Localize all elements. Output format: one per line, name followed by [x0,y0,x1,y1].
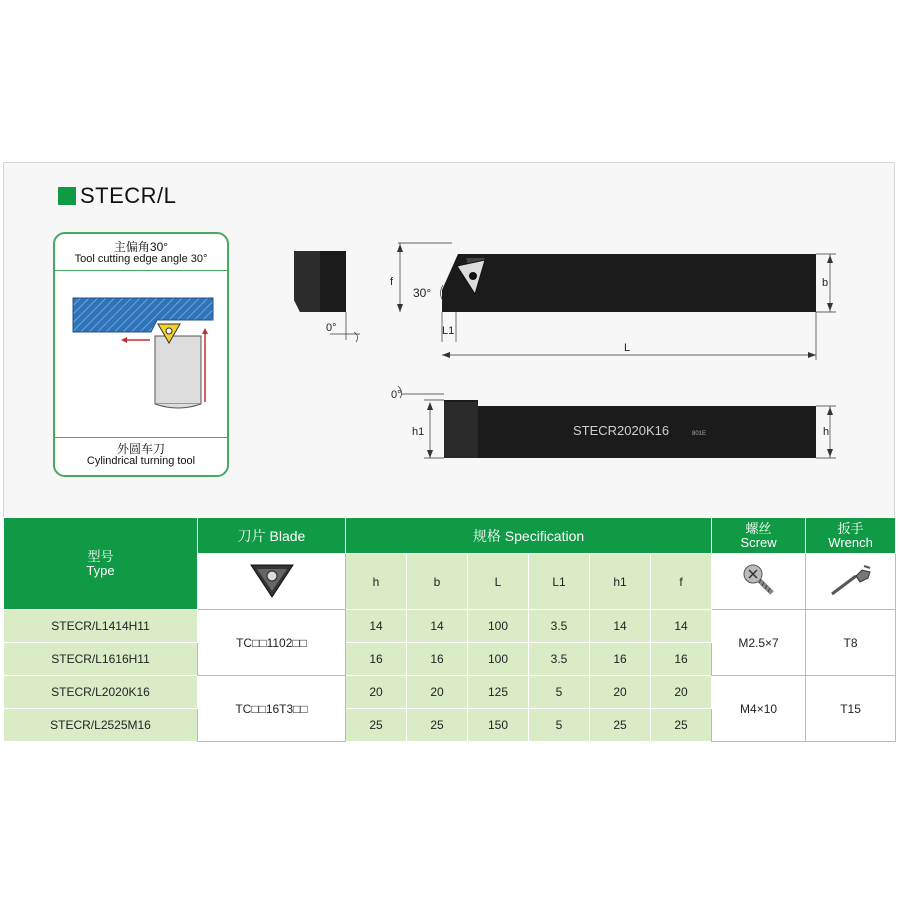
angle-0-top: 0° [326,322,337,334]
row1-b: 14 [407,610,468,643]
row4-h: 25 [346,709,407,742]
row1-L1: 3.5 [529,610,590,643]
row3-f: 20 [651,676,712,709]
dim-L-label: L [624,342,631,354]
angle-info-card [53,232,229,477]
row4-b: 25 [407,709,468,742]
row2-b: 16 [407,643,468,676]
wrench-header [806,518,896,554]
row2-f: 16 [651,643,712,676]
row3-b: 20 [407,676,468,709]
table-row [4,676,896,709]
turning-illustration [55,272,227,437]
row2-L: 100 [468,643,529,676]
screw-icon [739,560,779,600]
technical-drawing [280,230,840,470]
row4-type: STECR/L2525M16 [4,709,198,742]
screw-header-cn: 螺丝 [745,520,772,536]
row3-type: STECR/L2020K16 [4,676,198,709]
tool-engraving-small: 801E [692,431,707,437]
type-header-cn: 型号 [87,548,114,564]
title-square-icon [58,187,76,205]
card-divider-top [55,270,227,271]
row2-type: STECR/L1616H11 [4,643,198,676]
row4-f: 25 [651,709,712,742]
row4-L: 150 [468,709,529,742]
workpiece-shape [73,298,213,332]
feed-arrow-icon [121,337,127,343]
screw-group2: M4×10 [712,676,806,742]
screw-group1: M2.5×7 [712,610,806,676]
screw-header [712,518,806,554]
wrench-header-cn: 扳手 [837,520,864,536]
card-divider-bottom [55,437,227,438]
col-header-h1: h1 [590,554,651,610]
blade-header-en: Blade [269,527,306,544]
row1-type: STECR/L1414H11 [4,610,198,643]
wrench-image-cell [806,554,896,610]
spec-header [346,518,712,554]
end-view [294,251,360,342]
row4-h1: 25 [590,709,651,742]
wrench-icon [826,560,876,600]
row1-L: 100 [468,610,529,643]
col-header-L1: L1 [529,554,590,610]
wrench-group2: T15 [806,676,896,742]
top-view [390,243,836,360]
row3-L: 125 [468,676,529,709]
spec-table [3,517,896,742]
angle-0-side: 0° [391,389,402,401]
spec-header-cn: 规格 [472,527,501,544]
col-header-h: h [346,554,407,610]
wrench-group1: T8 [806,610,896,676]
card-top-cn: 主偏角30° [113,240,169,254]
side-view [391,386,836,458]
card-bottom-cn: 外圆车刀 [116,442,165,456]
row1-f: 14 [651,610,712,643]
dim-h1-label: h1 [412,426,425,438]
product-title [58,183,176,209]
blade-image-cell [198,554,346,610]
col-header-b: b [407,554,468,610]
row1-h1: 14 [590,610,651,643]
row4-L1: 5 [529,709,590,742]
screw-header-en: Screw [740,534,777,550]
card-bottom-en: Cylindrical turning tool [86,455,196,467]
spec-header-en: Specification [504,527,585,544]
screw-image-cell [712,554,806,610]
card-top-en: Tool cutting edge angle 30° [74,253,208,265]
wrench-header-en: Wrench [828,534,873,550]
row2-L1: 3.5 [529,643,590,676]
dim-b-label: b [822,277,829,289]
row1-h: 14 [346,610,407,643]
blade-group2: TC□□16T3□□ [198,676,346,742]
type-header [4,518,198,610]
blade-header-cn: 刀片 [237,527,266,544]
row3-L1: 5 [529,676,590,709]
col-header-L: L [468,554,529,610]
title-text: STECR/L [80,183,177,208]
table-row [4,610,896,643]
blade-header [198,518,346,554]
rotation-arrow-icon [202,328,208,334]
dim-f-label: f [390,276,394,288]
triangle-insert-icon [247,560,297,600]
dim-L1-label: L1 [442,325,455,337]
row3-h1: 20 [590,676,651,709]
holder-shape [155,336,201,404]
dim-h-label: h [823,426,830,438]
row2-h: 16 [346,643,407,676]
row2-h1: 16 [590,643,651,676]
tool-engraving: STECR2020K16 [573,423,670,438]
row3-h: 20 [346,676,407,709]
col-header-f: f [651,554,712,610]
type-header-en: Type [86,562,115,578]
blade-group1: TC□□1102□□ [198,610,346,676]
angle-30-label: 30° [413,286,432,300]
